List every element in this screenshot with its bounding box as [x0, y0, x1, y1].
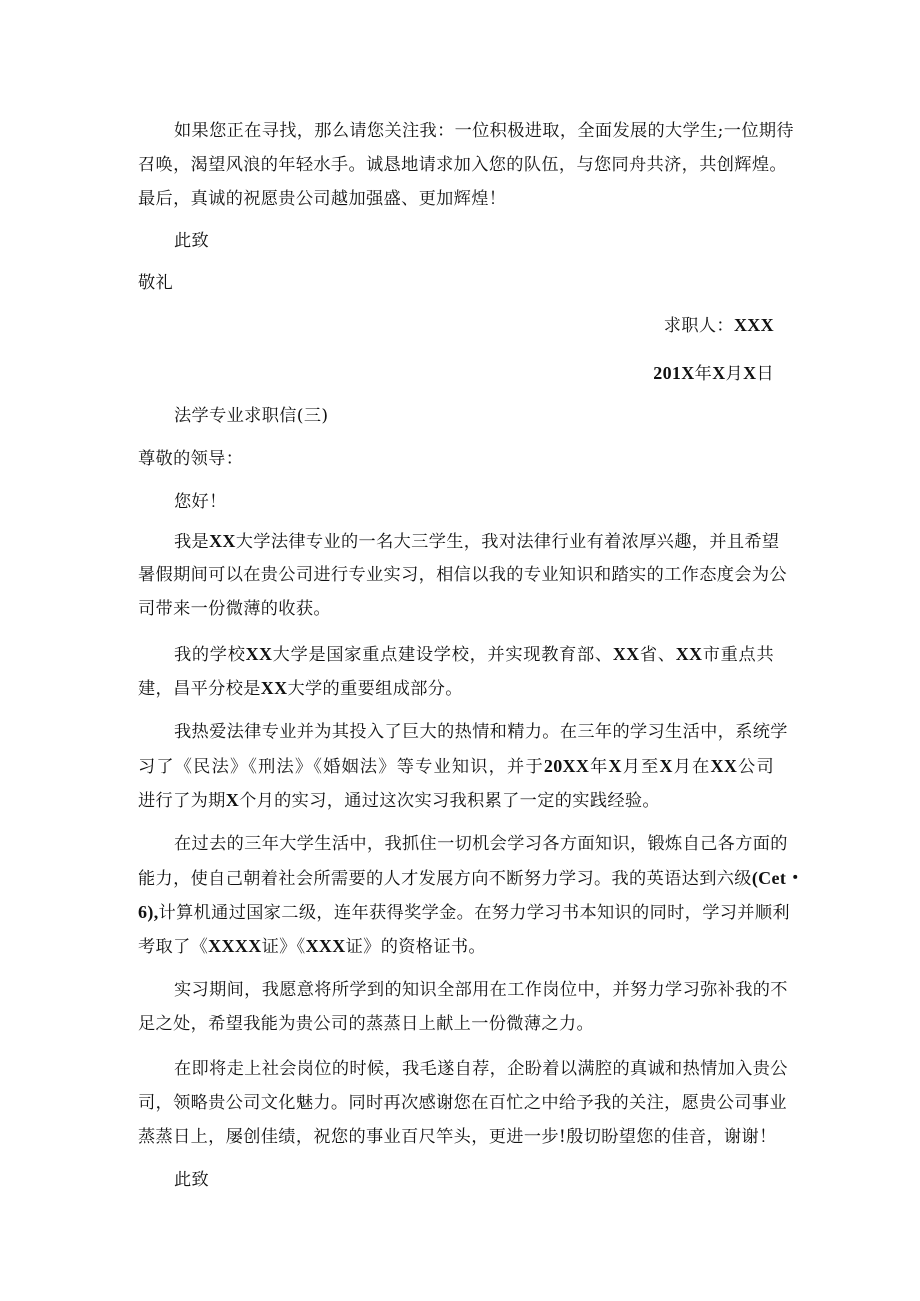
p2-line-2	[138, 676, 774, 701]
letter-closing: 此致	[174, 1170, 210, 1190]
p3-line-3	[138, 788, 774, 813]
text-span: 进行了为期	[138, 791, 226, 811]
cet-label: (Cet・	[751, 868, 805, 888]
placeholder-year: 20XX	[543, 756, 590, 776]
letter-hello: 您好！	[174, 492, 227, 512]
p6-line-3: 蒸蒸日上，屡创佳绩，祝您的事业百尺竿头，更进一步!殷切盼望您的佳音，谢谢！	[138, 1127, 777, 1147]
text-span: 公司	[737, 757, 774, 777]
placeholder-x: X	[608, 756, 622, 776]
cet-label-end: 6),	[138, 902, 159, 922]
p6-line-2: 司，领略贵公司文化魅力。同时再次感谢您在百忙之中给予我的关注，愿贵公司事业	[138, 1093, 787, 1113]
text-span: 证》的资格证书。	[345, 937, 486, 957]
salutation-jingli: 敬礼	[138, 273, 174, 293]
signer-label: 求职人：	[663, 316, 734, 336]
text-span: 年	[589, 757, 609, 777]
text-span: 习了《民法》《刑法》《婚姻法》等专业知识，并于	[138, 757, 544, 777]
date-month: X	[712, 363, 726, 383]
signer-name: XXX	[733, 315, 774, 335]
placeholder-xx: XX	[260, 678, 288, 698]
text-span: 计算机通过国家二级，连年获得奖学金。在努力学习书本知识的同时，学习并顺利	[158, 903, 790, 923]
p1-line-3: 司带来一份微薄的收获。	[138, 599, 331, 619]
p2-line-1	[174, 642, 774, 667]
text-span: 考取了《	[138, 937, 209, 957]
closing-paragraph-line-3: 最后，真诚的祝愿贵公司越加强盛、更加辉煌！	[138, 189, 507, 209]
placeholder-x: X	[225, 790, 240, 810]
placeholder-x: X	[659, 756, 673, 776]
placeholder-xx: XX	[245, 644, 273, 664]
text-span: 大学法律专业的一名大三学生，我对法律行业有着浓厚兴趣，并且希望	[235, 532, 780, 552]
letter-greeting: 尊敬的领导：	[138, 449, 244, 469]
text-span: 大学是国家重点建设学校，并实现教育部、	[272, 645, 613, 665]
signer-line	[138, 313, 774, 338]
text-span: 建，昌平分校是	[138, 679, 261, 699]
text-span: 省、	[639, 645, 676, 665]
text-span: 个月的实习，通过这次实习我积累了一定的实践经验。	[239, 791, 660, 811]
text-span: 我是	[174, 532, 210, 552]
p3-line-2	[138, 754, 774, 779]
placeholder-xx: XX	[710, 756, 738, 776]
text-span: 我的学校	[174, 645, 246, 665]
salutation-cizhi: 此致	[174, 231, 210, 251]
date-year-unit: 年	[694, 364, 713, 384]
date-line	[138, 361, 774, 386]
letter-title: 法学专业求职信(三)	[174, 406, 329, 426]
p5-line-2: 足之处，希望我能为贵公司的蒸蒸日上献上一份微薄之力。	[138, 1014, 594, 1034]
p4-line-1: 在过去的三年大学生活中，我抓住一切机会学习各方面知识，锻炼自己各方面的	[174, 834, 788, 854]
p5-line-1: 实习期间，我愿意将所学到的知识全部用在工作岗位中，并努力学习弥补我的不	[174, 980, 788, 1000]
text-span: 月至	[621, 757, 660, 777]
closing-paragraph-line-2: 召唤，渴望风浪的年轻水手。诚恳地请求加入您的队伍，与您同舟共济，共创辉煌。	[138, 155, 787, 175]
date-day-unit: 日	[756, 364, 774, 384]
text-span: 市重点共	[702, 645, 774, 665]
p4-line-2	[138, 866, 805, 891]
p4-line-3	[138, 900, 790, 925]
p1-line-2: 暑假期间可以在贵公司进行专业实习，相信以我的专业知识和踏实的工作态度会为公	[138, 565, 787, 585]
placeholder-xx: XX	[675, 644, 703, 664]
text-span: 大学的重要组成部分。	[287, 679, 463, 699]
date-year: 201X	[653, 363, 695, 383]
p6-line-1: 在即将走上社会岗位的时候，我毛遂自荐，企盼着以满腔的真诚和热情加入贵公	[174, 1059, 788, 1079]
text-span: 月在	[672, 757, 711, 777]
date-month-unit: 月	[725, 364, 744, 384]
p4-line-4	[138, 934, 774, 959]
p3-line-1: 我热爱法律专业并为其投入了巨大的热情和精力。在三年的学习生活中，系统学	[174, 722, 788, 742]
placeholder-xx: XX	[612, 644, 640, 664]
placeholder-xxxx: XXXX	[208, 936, 262, 956]
closing-paragraph-line-1: 如果您正在寻找，那么请您关注我：一位积极进取，全面发展的大学生;一位期待	[174, 121, 794, 141]
p1-line-1	[174, 529, 780, 554]
text-span: 证》《	[261, 937, 306, 957]
placeholder-xx: XX	[209, 531, 236, 551]
text-span: 能力，使自己朝着社会所需要的人才发展方向不断努力学习。我的英语达到六级	[138, 869, 752, 889]
placeholder-xxx: XXX	[305, 936, 346, 956]
date-day: X	[743, 363, 757, 383]
